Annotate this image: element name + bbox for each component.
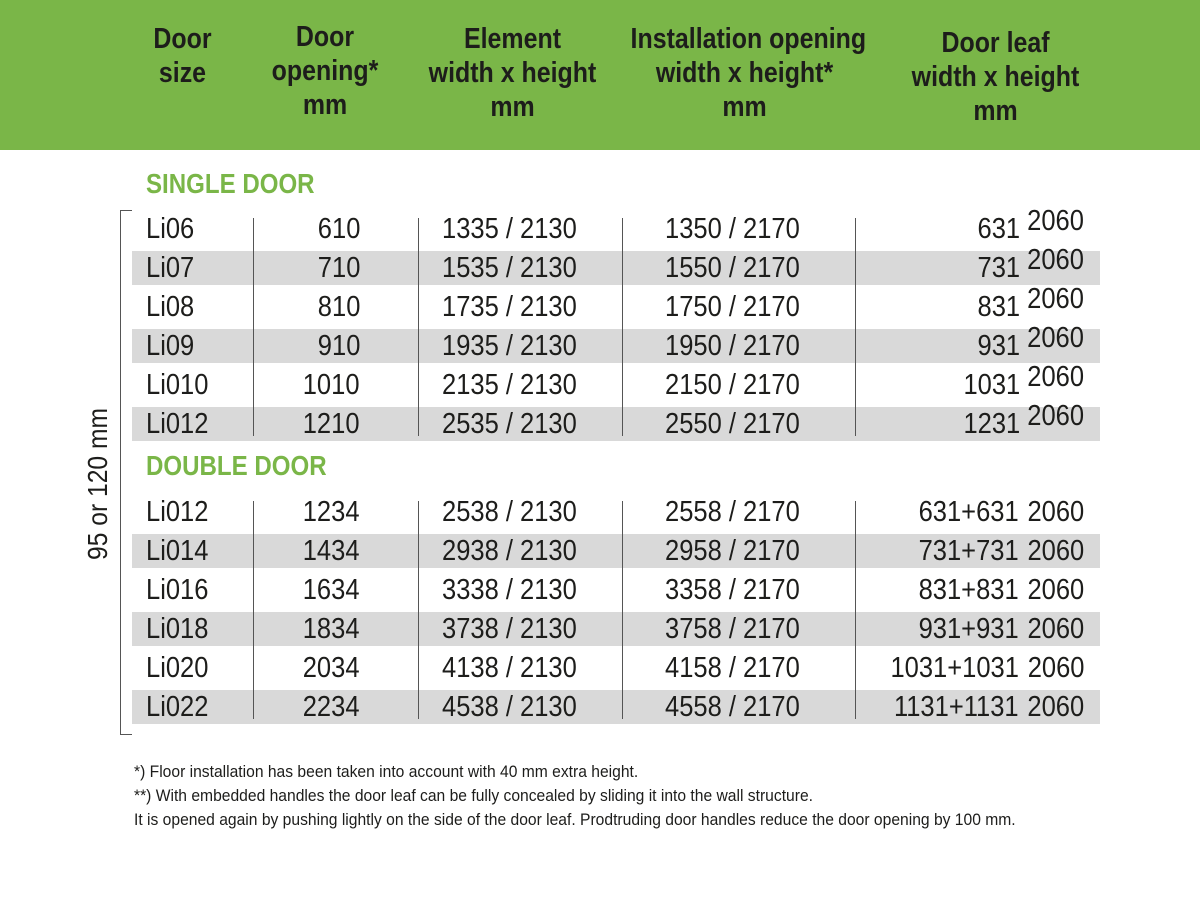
header-line: Element	[463, 23, 562, 55]
leaf-cell	[894, 690, 1084, 724]
leaf-height: 2060	[1027, 244, 1084, 276]
leaf-width: 1231	[963, 408, 1021, 440]
installation-cell: 1350 / 2170	[665, 213, 800, 245]
header-line: Door leaf	[941, 27, 1050, 59]
leaf-cell	[918, 495, 1084, 529]
column-divider	[622, 501, 623, 719]
leaf-cell	[918, 573, 1084, 607]
opening-cell: 1634	[303, 574, 360, 606]
installation-cell: 4558 / 2170	[665, 691, 800, 723]
opening-cell: 710	[317, 252, 360, 284]
leaf-height: 2060	[1027, 496, 1084, 528]
installation-cell: 2550 / 2170	[665, 408, 800, 440]
leaf-width: 631+631	[918, 496, 1019, 528]
opening-cell: 910	[317, 330, 360, 362]
header-line: mm	[490, 91, 535, 123]
element-cell: 1735 / 2130	[442, 291, 577, 323]
opening-cell: 1234	[303, 496, 360, 528]
element-cell: 1935 / 2130	[442, 330, 577, 362]
double-door-title: DOUBLE DOOR	[146, 450, 327, 481]
leaf-height: 2060	[1027, 535, 1084, 567]
leaf-cell	[977, 244, 1084, 285]
leaf-cell	[890, 651, 1084, 685]
header-line: Door	[295, 21, 355, 53]
installation-cell: 1950 / 2170	[665, 330, 800, 362]
header-installation-opening	[630, 22, 867, 124]
column-divider	[253, 501, 254, 719]
element-cell: 4538 / 2130	[442, 691, 577, 723]
table-row	[132, 400, 1100, 441]
element-cell: 3338 / 2130	[442, 574, 577, 606]
size-cell: Li010	[146, 369, 209, 401]
header-door-leaf	[907, 26, 1083, 128]
header-door-opening	[261, 20, 390, 122]
column-divider	[253, 218, 254, 436]
element-cell: 2535 / 2130	[442, 408, 577, 440]
leaf-height: 2060	[1027, 574, 1084, 606]
size-cell: Li020	[146, 652, 209, 684]
table-row	[132, 361, 1100, 402]
single-door-title: SINGLE DOOR	[146, 168, 315, 199]
table-row	[132, 612, 1100, 646]
table-row	[132, 690, 1100, 724]
leaf-height: 2060	[1027, 205, 1084, 237]
wall-thickness-bracket	[120, 210, 121, 735]
bracket-bottom-tick	[120, 734, 132, 735]
bracket-top-tick	[120, 210, 132, 211]
opening-cell: 1010	[303, 369, 360, 401]
table-row	[132, 322, 1100, 363]
table-row	[132, 534, 1100, 568]
size-cell: Li012	[146, 408, 209, 440]
opening-cell: 1834	[303, 613, 360, 645]
leaf-width: 731+731	[918, 535, 1019, 567]
table-row	[132, 244, 1100, 285]
footnote-line: **) With embedded handles the door leaf can be fully concealed by sliding it into the wall structure.	[134, 786, 813, 805]
header-line: width x height	[428, 57, 597, 89]
table-row	[132, 283, 1100, 324]
opening-cell: 810	[317, 291, 360, 323]
header-line: mm	[973, 95, 1018, 127]
size-cell: Li08	[146, 291, 195, 323]
installation-cell: 2958 / 2170	[665, 535, 800, 567]
installation-cell: 2558 / 2170	[665, 496, 800, 528]
table-row	[132, 495, 1100, 529]
installation-cell: 2150 / 2170	[665, 369, 800, 401]
header-element	[424, 22, 600, 124]
leaf-width: 831+831	[918, 574, 1019, 606]
element-cell: 2938 / 2130	[442, 535, 577, 567]
leaf-cell	[977, 205, 1084, 246]
leaf-height: 2060	[1027, 652, 1084, 684]
leaf-width: 1131+1131	[893, 691, 1019, 723]
element-cell: 1535 / 2130	[442, 252, 577, 284]
leaf-height: 2060	[1027, 361, 1084, 393]
leaf-height: 2060	[1027, 400, 1084, 432]
opening-cell: 2034	[303, 652, 360, 684]
leaf-height: 2060	[1027, 283, 1084, 315]
opening-cell: 1434	[303, 535, 360, 567]
column-divider	[418, 501, 419, 719]
size-cell: Li09	[146, 330, 195, 362]
table-row	[132, 205, 1100, 246]
element-cell: 2135 / 2130	[442, 369, 577, 401]
opening-cell: 1210	[303, 408, 360, 440]
header-door-size	[146, 22, 219, 90]
column-divider	[855, 218, 856, 436]
leaf-width: 1031+1031	[889, 652, 1019, 684]
header-line: mm	[302, 89, 348, 121]
leaf-cell	[977, 322, 1084, 363]
wall-thickness-label: 95 or 120 mm	[82, 407, 113, 561]
leaf-width: 731	[977, 252, 1021, 284]
leaf-height: 2060	[1027, 322, 1084, 354]
element-cell: 4138 / 2130	[442, 652, 577, 684]
leaf-cell	[963, 400, 1084, 441]
leaf-width: 1031	[963, 369, 1021, 401]
size-cell: Li016	[146, 574, 209, 606]
footnotes	[134, 760, 1016, 832]
installation-cell: 3758 / 2170	[665, 613, 800, 645]
leaf-cell	[963, 361, 1084, 402]
table-row	[132, 573, 1100, 607]
size-cell: Li012	[146, 496, 209, 528]
installation-cell: 1550 / 2170	[665, 252, 800, 284]
leaf-width: 931+931	[918, 613, 1019, 645]
leaf-height: 2060	[1027, 691, 1084, 723]
size-cell: Li022	[146, 691, 209, 723]
table-row	[132, 651, 1100, 685]
header-line: opening*	[271, 55, 379, 87]
size-cell: Li014	[146, 535, 209, 567]
header-line: size	[158, 57, 207, 89]
leaf-width: 831	[977, 291, 1021, 323]
column-divider	[855, 501, 856, 719]
leaf-width: 631	[977, 213, 1021, 245]
header-line: Door	[153, 23, 212, 55]
element-cell: 1335 / 2130	[442, 213, 577, 245]
size-cell: Li018	[146, 613, 209, 645]
element-cell: 3738 / 2130	[442, 613, 577, 645]
column-divider	[622, 218, 623, 436]
element-cell: 2538 / 2130	[442, 496, 577, 528]
footnote-line: *) Floor installation has been taken into account with 40 mm extra height.	[134, 762, 639, 781]
size-cell: Li06	[146, 213, 195, 245]
header-line: mm	[722, 91, 767, 123]
leaf-cell	[918, 534, 1084, 568]
footnote-line: It is opened again by pushing lightly on the side of the door leaf. Prodtruding door handles reduce the door opening by 100 mm.	[134, 810, 1016, 829]
leaf-height: 2060	[1027, 613, 1084, 645]
table-header	[0, 0, 1200, 150]
installation-cell: 3358 / 2170	[665, 574, 800, 606]
installation-cell: 1750 / 2170	[665, 291, 800, 323]
column-divider	[418, 218, 419, 436]
header-line: Installation opening	[630, 23, 867, 55]
header-line: width x height*	[655, 57, 834, 89]
leaf-width: 931	[977, 330, 1021, 362]
opening-cell: 610	[317, 213, 360, 245]
opening-cell: 2234	[303, 691, 360, 723]
leaf-cell	[918, 612, 1084, 646]
installation-cell: 4158 / 2170	[665, 652, 800, 684]
header-line: width x height	[911, 61, 1080, 93]
leaf-cell	[977, 283, 1084, 324]
size-cell: Li07	[146, 252, 195, 284]
